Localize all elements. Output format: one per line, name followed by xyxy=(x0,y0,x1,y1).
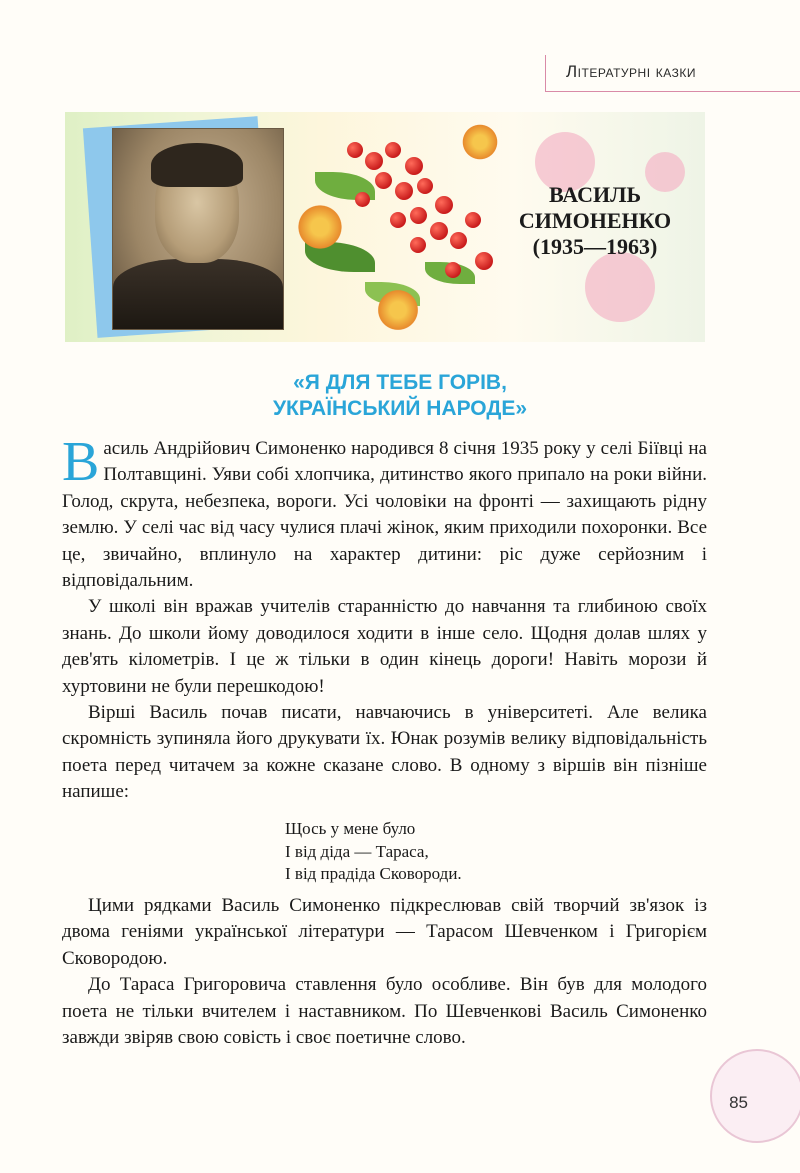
section-title xyxy=(0,370,800,422)
title-line-1: «Я ДЛЯ ТЕБЕ ГОРІВ, xyxy=(293,371,507,394)
drop-cap: В xyxy=(62,431,100,493)
author-portrait xyxy=(112,128,284,330)
paragraph-4: Цими рядками Василь Симоненко підкреслював свій творчий зв'язок із двома геніями української літератури — Тарасом Шевченком і Григорієм Сковородою. xyxy=(62,895,707,969)
body-text-continued xyxy=(62,893,707,1051)
author-last-name: СИМОНЕНКО xyxy=(518,208,672,233)
section-header: Літературні казки xyxy=(566,62,696,81)
header-divider-vertical xyxy=(545,55,546,91)
paragraph-3: Вірші Василь почав писати, навчаючись в університеті. Але велика скромність зупиняла його друкувати їх. Юнак розумів велику відповідальність поета перед читачем за кожне сказане слово. В одному з віршів він пізніше напише: xyxy=(62,702,707,803)
author-years: (1935—1963) xyxy=(532,234,658,259)
paragraph-2: У школі він вражав учителів старанністю до навчання та глибиною своїх знань. До школи йому доводилося ходити в інше село. Щодня долав шлях у дев'ять кілометрів. І це ж тільки в один кінець дороги! Навіть морози й хуртовини не були перешкодою! xyxy=(62,596,707,697)
body-text xyxy=(62,431,707,806)
poem-line-3: І від прадіда Сковороди. xyxy=(285,864,462,883)
paragraph-1 xyxy=(62,431,707,594)
poem-quote xyxy=(285,818,462,886)
poem-line-2: І від діда — Тараса, xyxy=(285,841,429,861)
author-name-block xyxy=(510,182,680,260)
page-footer xyxy=(660,1053,800,1173)
page-number-decoration xyxy=(710,1049,800,1143)
paragraph-1-text: асиль Андрійович Симоненко народився 8 січня 1935 року у селі Біївці на Полтавщині. Уяви собі хлопчика, дитинство якого припало на роки війни. Голод, скрута, небезпека, вороги. Усі чоловіки на фронті — захищають рідну землю. У селі час від часу чулися плачі жінок, яким приходили похоронки. Все це, звичайно, вплинуло на характер дитини: ріс дуже серйозним і відповідальним. xyxy=(62,438,707,592)
title-line-2: УКРАЇНСЬКИЙ НАРОДЕ» xyxy=(272,397,528,420)
poem-line-1: Щось у мене було xyxy=(285,819,416,838)
paragraph-5: До Тараса Григоровича ставлення було особливе. Він був для молодого поета не тільки вчителем і наставником. По Шевченкові Василь Симоненко завжди звіряв свою совість і своє поетичне слово. xyxy=(62,974,707,1049)
author-first-name: ВАСИЛЬ xyxy=(548,182,642,207)
page-number: 85 xyxy=(729,1093,748,1112)
header-divider-horizontal xyxy=(545,91,800,92)
